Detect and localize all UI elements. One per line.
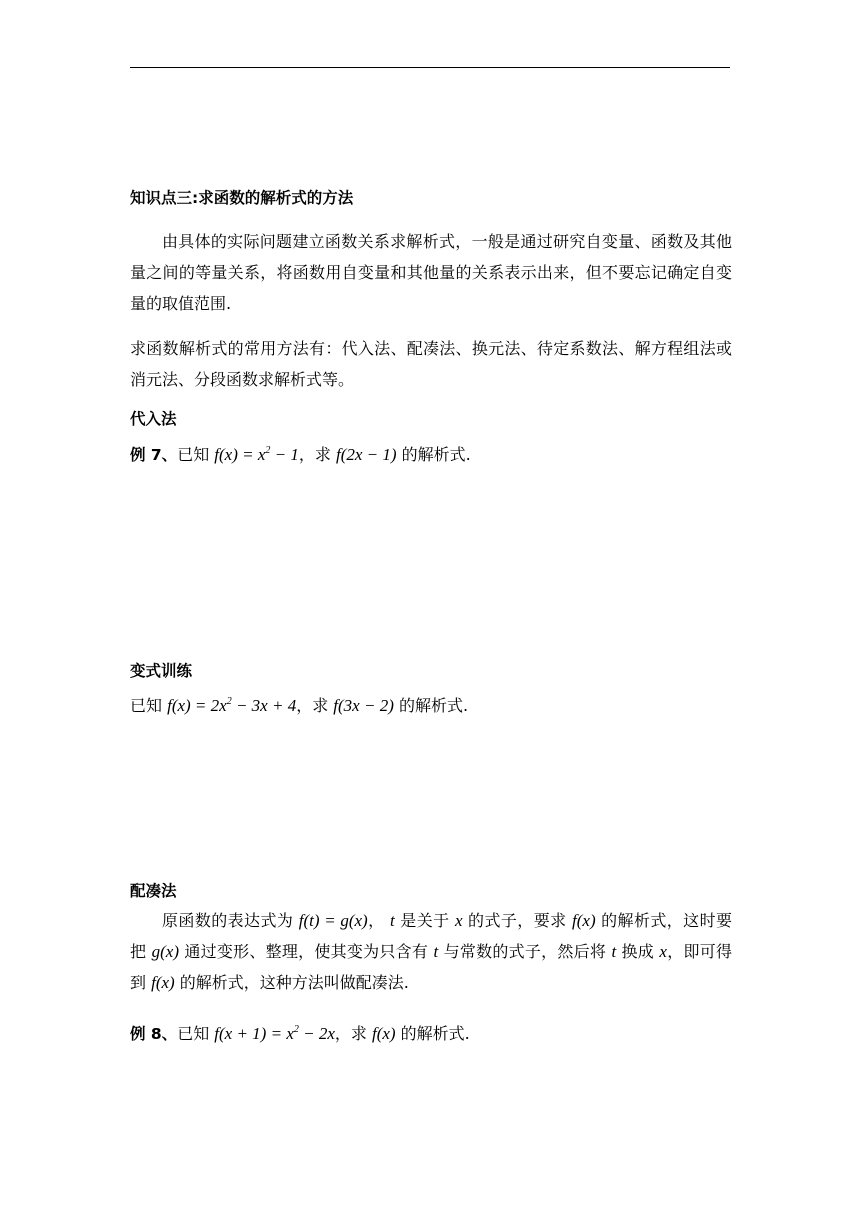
header-rule: [130, 67, 730, 68]
example-8-target: f(x): [372, 1024, 396, 1043]
example-7-target: f(2x − 1): [335, 445, 397, 464]
variant-given: $f(x) = 2x^2 - 3x + 4$: [167, 696, 297, 715]
example-8-given: $f(x + 1) = x^2 - 2x$: [214, 1024, 335, 1043]
variant-target: f(3x − 2): [333, 696, 394, 715]
variant-post: 的解析式.: [393, 696, 469, 715]
variant-pre: 已知: [130, 696, 168, 715]
variant-heading: 变式训练: [130, 662, 193, 680]
variant-exercise: [130, 693, 732, 716]
example-7-label: 例 7、: [130, 446, 178, 464]
example-7-pre: 已知: [177, 445, 215, 464]
example-8-pre: 已知: [177, 1024, 215, 1043]
completion-heading: 配凑法: [130, 882, 177, 900]
substitution-heading: 代入法: [130, 410, 177, 428]
section-heading: 知识点三:求函数的解析式的方法: [130, 189, 354, 207]
variant-mid: ，求: [296, 696, 334, 715]
completion-paragraph: 原函数的表达式为 f(t) = g(x)， t 是关于 x 的式子，要求 f(x) 的解析式，这时要把 g(x) 通过变形、整理，使其变为只含有 t 与常数的式子，然后将 t 换成 x，即可得到 f(x) 的解析式，这种方法叫做配凑法.: [130, 911, 732, 992]
example-7-mid: ，求: [298, 445, 336, 464]
example-8-mid: ，求: [334, 1024, 372, 1043]
example-7-given: $f(x) = x^2 - 1$: [214, 445, 299, 464]
example-8: [130, 1021, 732, 1044]
intro-paragraph: 由具体的实际问题建立函数关系求解析式，一般是通过研究自变量、函数及其他量之间的等量关系，将函数用自变量和其他量的关系表示出来，但不要忘记确定自变量的取值范围.: [130, 232, 732, 313]
example-8-post: 的解析式.: [395, 1024, 470, 1043]
methods-paragraph: 求函数解析式的常用方法有：代入法、配凑法、换元法、待定系数法、解方程组法或消元法、分段函数求解析式等。: [130, 339, 732, 389]
example-7-post: 的解析式.: [396, 445, 471, 464]
example-8-label: 例 8、: [130, 1025, 178, 1043]
example-7: [130, 442, 732, 465]
